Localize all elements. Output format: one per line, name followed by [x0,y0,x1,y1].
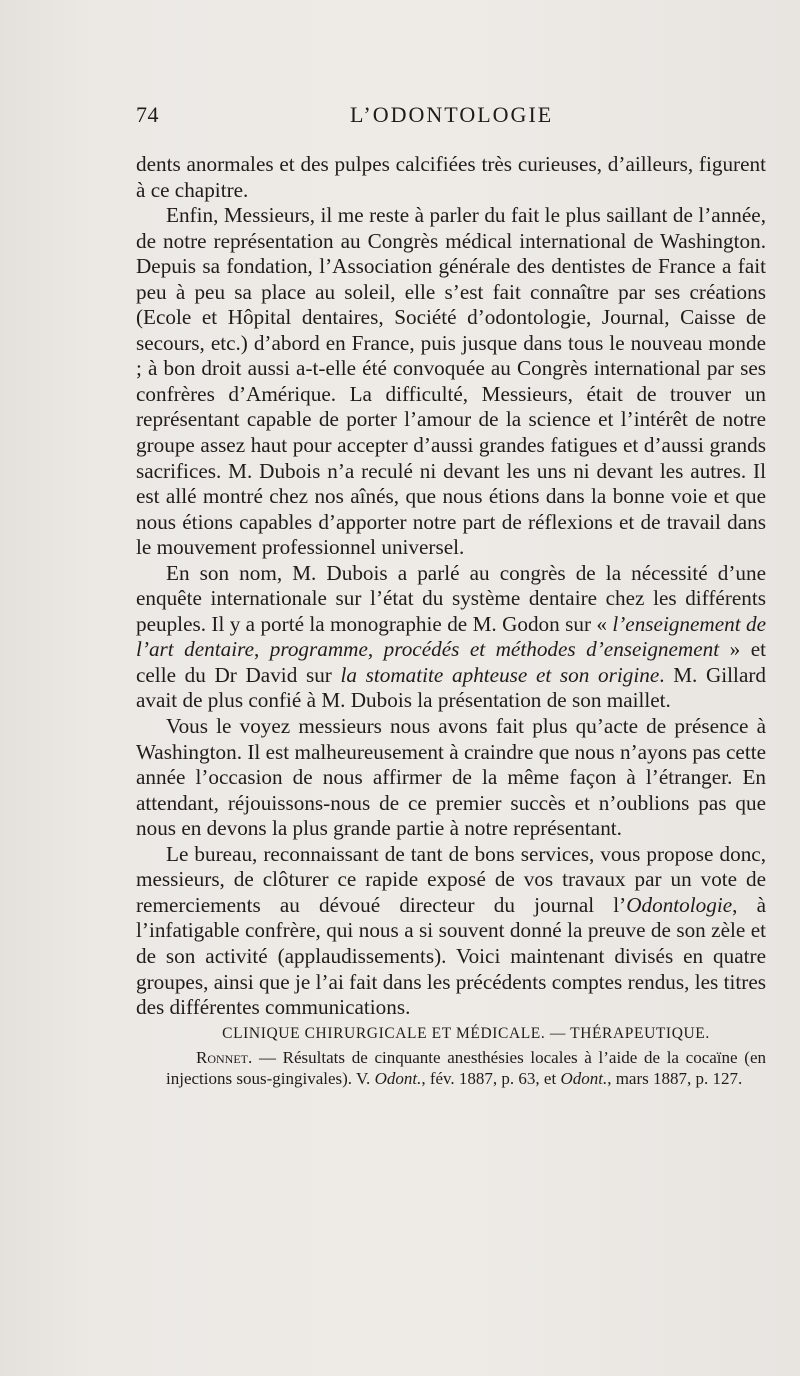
paragraph-5: Le bureau, reconnaissant de tant de bons services, vous propose donc, messieurs, de clôturer ce rapide exposé de vos travaux par un vote de remerciements au dévoué directeur du journal l’Odontologie, à l’infatigable confrère, qui nous a si souvent donné la preuve de son zèle et de son activité (applaudissements). Voici maintenant divisés en quatre groupes, ainsi que je l’ai fait dans les précédents comptes rendus, les titres des différentes communications. [136,841,766,1020]
paragraph-4: Vous le voyez messieurs nous avons fait plus qu’acte de présence à Washington. Il est malheureusement à craindre que nous n’ayons pas cette année l’occasion de nous affirmer de la même façon à l’étranger. En attendant, réjouissons-nous de ce premier succès et n’oublions pas que nous en devons la plus grande partie à notre représentant. [136,714,766,841]
italic-title-2: programme, procédés et méthodes d’enseignement [269,637,720,662]
italic-title-3: la stomatite aphteuse et son origine [340,662,660,687]
paragraph-2: Enfin, Messieurs, il me reste à parler du fait le plus saillant de l’année, de notre représentation au Congrès médical international de Washington. Depuis sa fondation, l’Association générale des dentistes de France a fait peu à peu sa place au soleil, elle s’est fait connaître par ses créations (Ecole et Hôpital dentaires, Société d’odontologie, Journal, Caisse de secours, etc.) d’abord en France, puis jusque dans tous le nouveau monde ; à bon droit aussi a-t-elle été convoquée au Congrès international par ses confrères d’Amérique. La difficulté, Messieurs, était de trouver un représentant capable de porter l’amour de la science et l’intérêt de notre groupe assez haut pour accepter d’aussi grandes fatigues et d’aussi grands sacrifices. M. Dubois n’a reculé ni devant les uns ni devant les autres. Il est allé montré chez nos aînés, que nous étions dans la bonne voie et que nous étions capables d’apporter notre part de réflexions et de travail dans le mouvement professionnel universel. [136,203,766,560]
reference-journal-1: Odont. [374,1068,422,1088]
italic-title-1: l’enseignement de l’art dentaire [136,611,766,662]
paragraph-3: En son nom, M. Dubois a parlé au congrès de la nécessité d’une enquête internationale sur l’état du système dentaire chez les différents peuples. Il y a porté la monographie de M. Godon sur « l’enseignement de l’art dentaire, programme, procédés et méthodes d’enseignement » et celle du Dr David sur la stomatite aphteuse et son origine. M. Gillard avait de plus confié à M. Dubois la présentation de son maillet. [136,560,767,713]
paragraph-1: dents anormales et des pulpes calcifiées très curieuses, d’ailleurs, figurent à ce chapitre. [136,152,766,202]
section-heading: CLINIQUE CHIRURGICALE ET MÉDICALE. — THÉRAPEUTIQUE. [222,1024,710,1042]
running-title: L’ODONTOLOGIE [350,102,554,127]
italic-journal-name: Odontologie [626,892,733,917]
page-header [136,102,766,134]
reference-journal-2: Odont. [560,1068,608,1088]
page-number: 74 [136,102,159,127]
body-text [136,152,766,1089]
reference-entry: Ronnet. — Résultats de cinquante anesthésies locales à l’aide de la cocaïne (en injections sous-gingivales). V. Odont., fév. 1887, p. 63, et Odont., mars 1887, p. 127. [166,1047,766,1088]
reference-author: Ronnet. [196,1047,253,1067]
